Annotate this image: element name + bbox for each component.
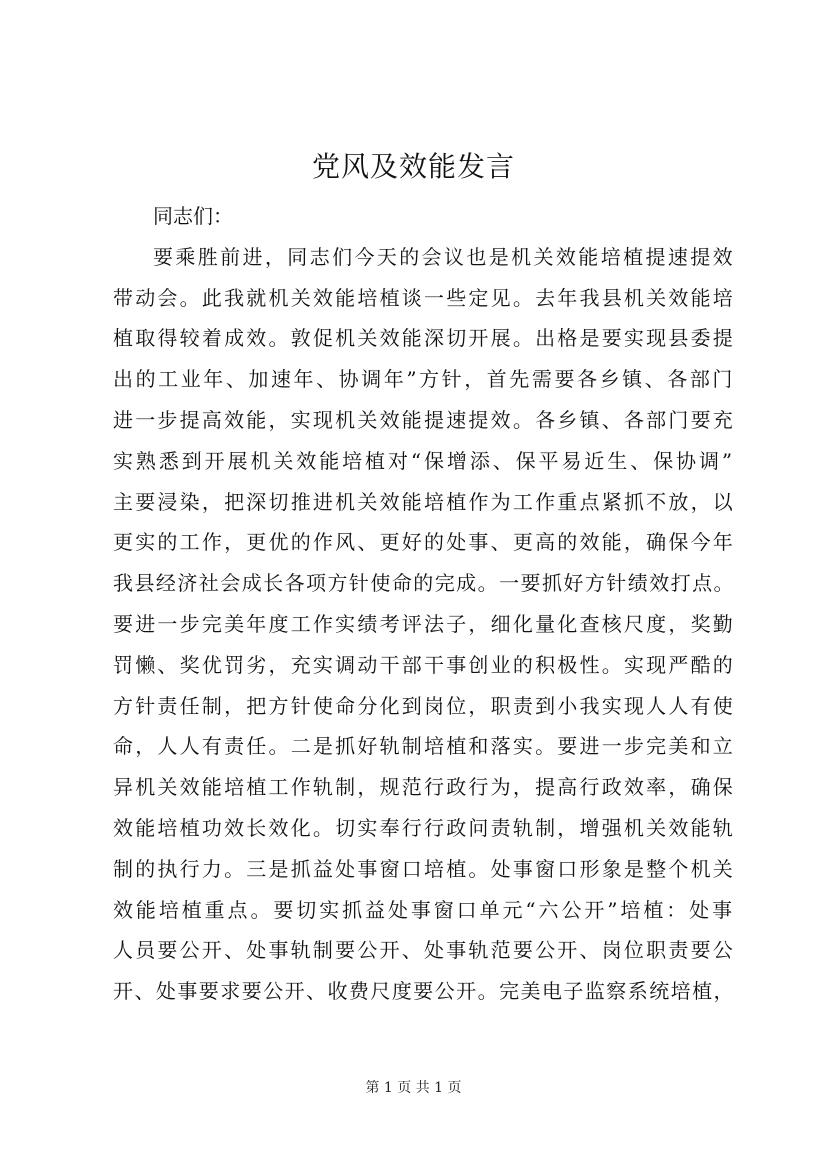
paragraph-line: 人员要公开、处事轨制要公开、处事轨范要公开、岗位职责要公	[113, 938, 735, 963]
paragraph-line: 带动会。此我就机关效能培植谈一些定见。去年我县机关效能培	[113, 285, 735, 310]
document-title: 党风及效能发言	[311, 150, 515, 183]
paragraph-line: 开、处事要求要公开、收费尺度要公开。完美电子监察系统培植，	[113, 979, 735, 1004]
paragraph-line: 效能培植功效长效化。切实奉行行政问责轨制，增强机关效能轨	[113, 815, 735, 840]
paragraph-line: 出的工业年、加速年、协调年”方针，首先需要各乡镇、各部门	[113, 367, 735, 392]
paragraph-line: 制的执行力。三是抓益处事窗口培植。处事窗口形象是整个机关	[113, 856, 735, 881]
paragraph-line: 进一步提高效能，实现机关效能提速提效。各乡镇、各部门要充	[113, 407, 735, 432]
paragraph-line: 异机关效能培植工作轨制，规范行政行为，提高行政效率，确保	[113, 775, 735, 800]
document-body	[113, 196, 735, 1012]
paragraph-line: 实熟悉到开展机关效能培植对“保增添、保平易近生、保协调”	[113, 448, 735, 473]
paragraph-line: 方针责任制，把方针使命分化到岗位，职责到小我实现人人有使	[113, 693, 735, 718]
paragraph-line: 罚懒、奖优罚劣，充实调动干部干事创业的积极性。实现严酷的	[113, 652, 735, 677]
paragraph-line: 我县经济社会成长各项方针使命的完成。一要抓好方针绩效打点。	[113, 571, 735, 596]
paragraph-line: 主要浸染，把深切推进机关效能培植作为工作重点紧抓不放，以	[113, 489, 735, 514]
paragraph-line: 命，人人有责任。二是抓好轨制培植和落实。要进一步完美和立	[113, 734, 735, 759]
paragraph-line: 要进一步完美年度工作实绩考评法子，细化量化查核尺度，奖勤	[113, 611, 735, 636]
paragraph-line: 植取得较着成效。敦促机关效能深切开展。出格是要实现县委提	[113, 326, 735, 351]
paragraph-line: 效能培植重点。要切实抓益处事窗口单元“六公开”培植：处事	[113, 897, 735, 922]
page-number-footer: 第 1 页 共 1 页	[365, 1080, 462, 1096]
paragraph-line: 更实的工作，更优的作风、更好的处事、更高的效能，确保今年	[113, 530, 735, 555]
paragraph-line: 要乘胜前进，同志们今天的会议也是机关效能培植提速提效	[153, 244, 735, 269]
greeting-line: 同志们：	[153, 204, 233, 228]
